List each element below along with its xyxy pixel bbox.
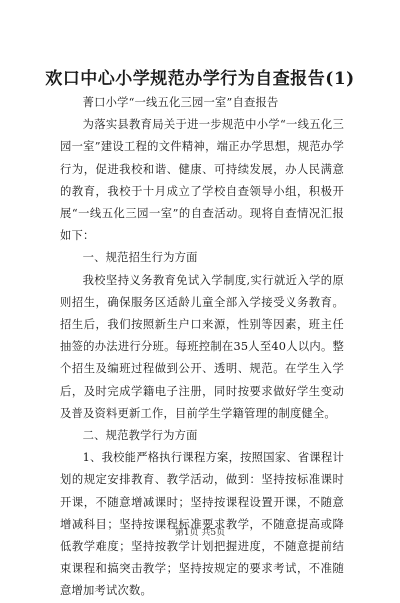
subtitle-paragraph: 菁口小学“一线五化三园一室”自查报告 — [82, 96, 279, 109]
teaching-paragraph: 1、我校能严格执行课程方案，按照国家、省课程计划的规定安排教育、教学活动，做到：坚持按标准课时开课，不随意增减课时；坚持按课程设置开课，不随意增减科目；坚持按课程标准要求教学，不随意提高或降低教学难度；坚持按教学计划把握进度，不随意提前结束课程和搞突击教学；坚持按规定的要求考试，不准随意增加考试次数。 — [60, 451, 344, 598]
page-title: 欢口中心小学规范办学行为自查报告(1) — [45, 69, 355, 89]
section-heading-teaching: 二、规范教学行为方面 — [82, 429, 198, 443]
section-heading-enrollment: 一、规范招生行为方面 — [82, 251, 198, 265]
intro-paragraph: 为落实县教育局关于进一步规范中小学“一线五化三园一室”建设工程的文件精神，端正办学思想，规范办学行为，促进我校和谐、健康、可持续发展，办人民满意的教育，我校于十月成立了学校自查领导小组，积极开展“一线五化三园一室”的自查活动。现将自查情况汇报如下： — [60, 118, 344, 243]
page-number-footer: 第1页 共5页 — [174, 528, 226, 538]
enrollment-paragraph: 我校坚持义务教育免试入学制度,实行就近入学的原则招生，确保服务区适龄儿童全部入学接受义务教育。招生后，我们按照新生户口来源，性别等因素，班主任抽签的办法进行分班。每班控制在35人至40人以内。整个招生及编班过程做到公开、透明、规范。在学生入学后，及时完成学籍电子注册，同时按要求做好学生变动及普及资料更新工作，目前学生学籍管理的制度健全。 — [60, 273, 344, 420]
